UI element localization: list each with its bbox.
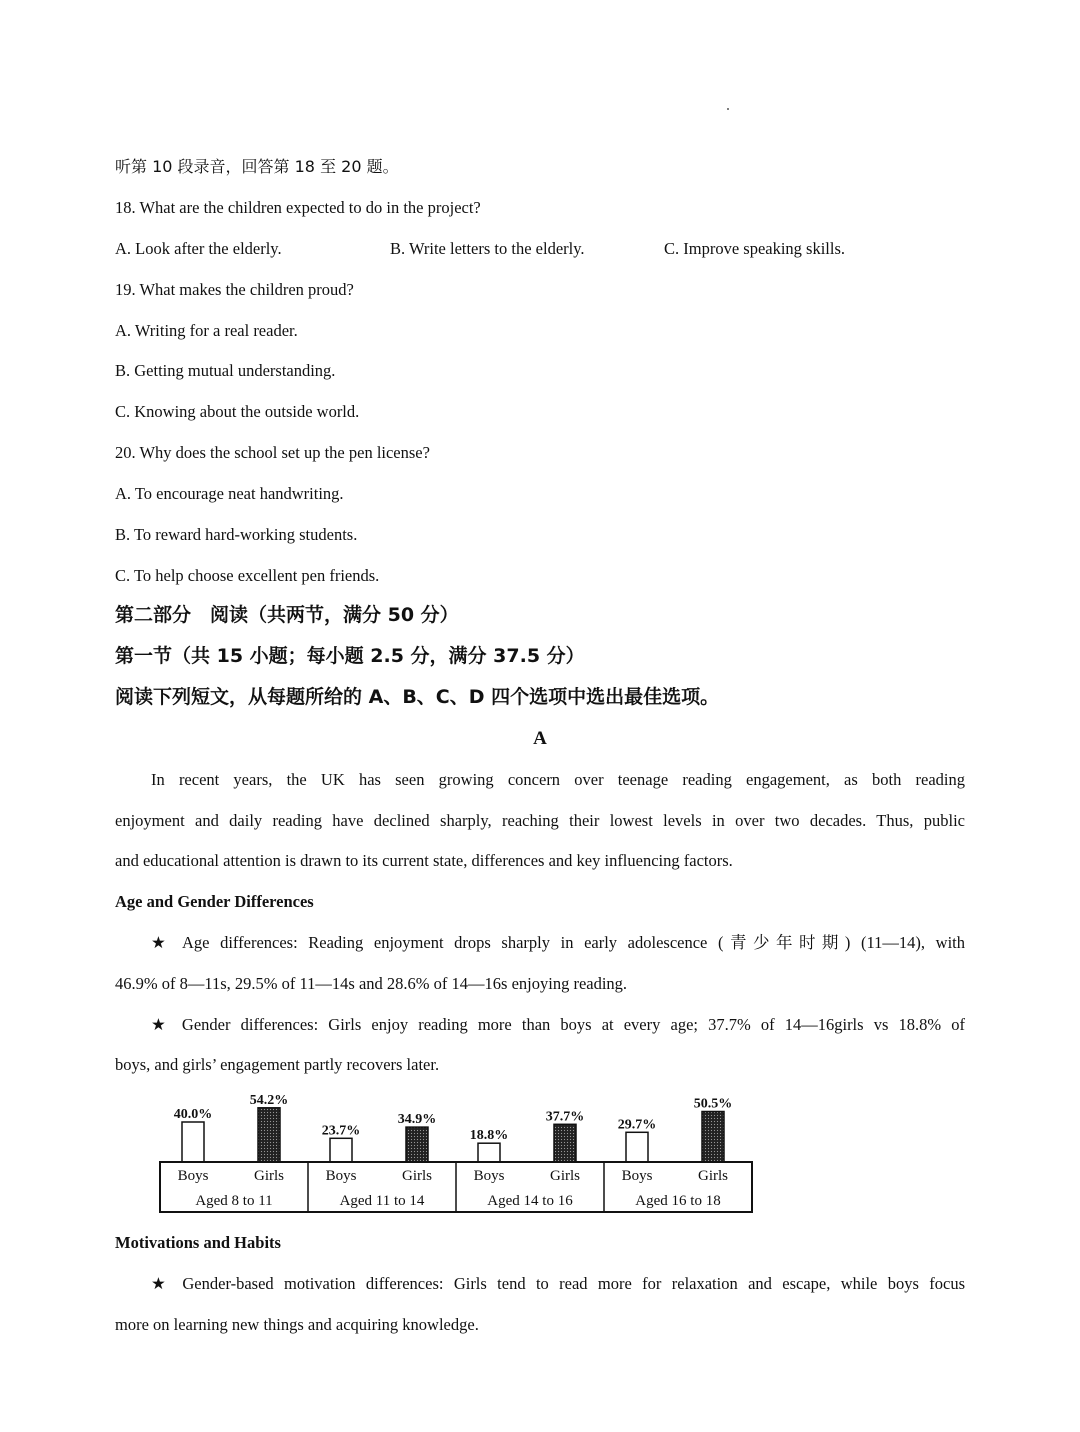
q20-option-b: B. To reward hard-working students.	[115, 525, 358, 544]
q20-option-a: A. To encourage neat handwriting.	[115, 484, 344, 503]
bar-label-boys-3: Boys	[621, 1168, 653, 1184]
section-one-title: 第一节（共 15 小题；每小题 2.5 分，满分 37.5 分）	[115, 645, 585, 667]
q19-option-c: C. Knowing about the outside world.	[115, 402, 360, 421]
data-label-girls-0: 54.2%	[249, 1092, 289, 1108]
bar-label-girls-1: Girls	[402, 1168, 432, 1184]
q18-option-a: A. Look after the elderly.	[115, 239, 282, 258]
bar-boys-2	[478, 1143, 500, 1162]
intro-line-3: and educational attention is drawn to its current state, differences and key influencing factors.	[115, 851, 733, 870]
bar-boys-0	[182, 1122, 204, 1162]
q18-option-b: B. Write letters to the elderly.	[390, 239, 585, 258]
age-line-1: ★ Age differences: Reading enjoyment drops sharply in early adolescence (青少年时期) (11—14), with	[151, 933, 965, 952]
bar-label-boys-0: Boys	[177, 1168, 209, 1184]
passage-letter: A	[533, 728, 547, 749]
category-label-2: Aged 14 to 16	[487, 1193, 573, 1209]
bar-girls-1	[406, 1127, 428, 1162]
data-label-girls-1: 34.9%	[397, 1112, 437, 1128]
bar-girls-2	[554, 1124, 576, 1162]
bar-girls-3	[702, 1112, 724, 1163]
heading-motivations: Motivations and Habits	[115, 1233, 281, 1252]
data-label-boys-0: 40.0%	[173, 1107, 213, 1122]
bar-label-girls-2: Girls	[550, 1168, 580, 1184]
part-two-title: 第二部分 阅读（共两节，满分 50 分）	[115, 604, 459, 626]
age-line-2: 46.9% of 8—11s, 29.5% of 11—14s and 28.6% of 14—16s enjoying reading.	[115, 974, 628, 993]
intro-line-1: In recent years, the UK has seen growing concern over teenage reading engagement, as both reading	[151, 770, 965, 789]
category-label-3: Aged 16 to 18	[635, 1193, 721, 1209]
q19-option-a: A. Writing for a real reader.	[115, 321, 298, 340]
data-label-girls-3: 50.5%	[693, 1096, 733, 1112]
reading-directions: 阅读下列短文，从每题所给的 A、B、C、D 四个选项中选出最佳选项。	[115, 686, 720, 708]
intro-line-2: enjoyment and daily reading have declined sharply, reaching their lowest levels in over two decades. Thus, public	[115, 811, 965, 830]
data-label-boys-3: 29.7%	[617, 1117, 657, 1133]
category-label-0: Aged 8 to 11	[195, 1193, 273, 1209]
data-label-boys-2: 18.8%	[469, 1128, 509, 1144]
reading-enjoyment-bar-chart	[158, 1090, 758, 1216]
bar-girls-0	[258, 1108, 280, 1162]
bar-boys-1	[330, 1138, 352, 1162]
scan-speck	[727, 108, 729, 110]
q20-option-c: C. To help choose excellent pen friends.	[115, 566, 380, 585]
gender-line-1: ★ Gender differences: Girls enjoy reading more than boys at every age; 37.7% of 14—16girls vs 18.8% of	[151, 1015, 965, 1034]
q20-question: 20. Why does the school set up the pen license?	[115, 443, 430, 462]
bar-label-boys-1: Boys	[325, 1168, 357, 1184]
motivation-line-2: more on learning new things and acquiring knowledge.	[115, 1315, 479, 1334]
data-label-girls-2: 37.7%	[545, 1109, 585, 1125]
bar-boys-3	[626, 1132, 648, 1162]
bar-label-boys-2: Boys	[473, 1168, 505, 1184]
gender-line-2: boys, and girls’ engagement partly recovers later.	[115, 1055, 440, 1074]
category-label-1: Aged 11 to 14	[339, 1193, 425, 1209]
motivation-line-1: ★ Gender-based motivation differences: Girls tend to read more for relaxation and escape, while boys focus	[151, 1274, 965, 1293]
q19-question: 19. What makes the children proud?	[115, 280, 354, 299]
q18-question: 18. What are the children expected to do in the project?	[115, 198, 481, 217]
listening-instruction: 听第 10 段录音，回答第 18 至 20 题。	[115, 157, 399, 176]
data-label-boys-1: 23.7%	[321, 1123, 361, 1139]
q18-option-c: C. Improve speaking skills.	[664, 239, 846, 258]
bar-label-girls-0: Girls	[254, 1168, 284, 1184]
bar-label-girls-3: Girls	[698, 1168, 728, 1184]
q19-option-b: B. Getting mutual understanding.	[115, 361, 336, 380]
heading-age-gender: Age and Gender Differences	[115, 892, 314, 911]
